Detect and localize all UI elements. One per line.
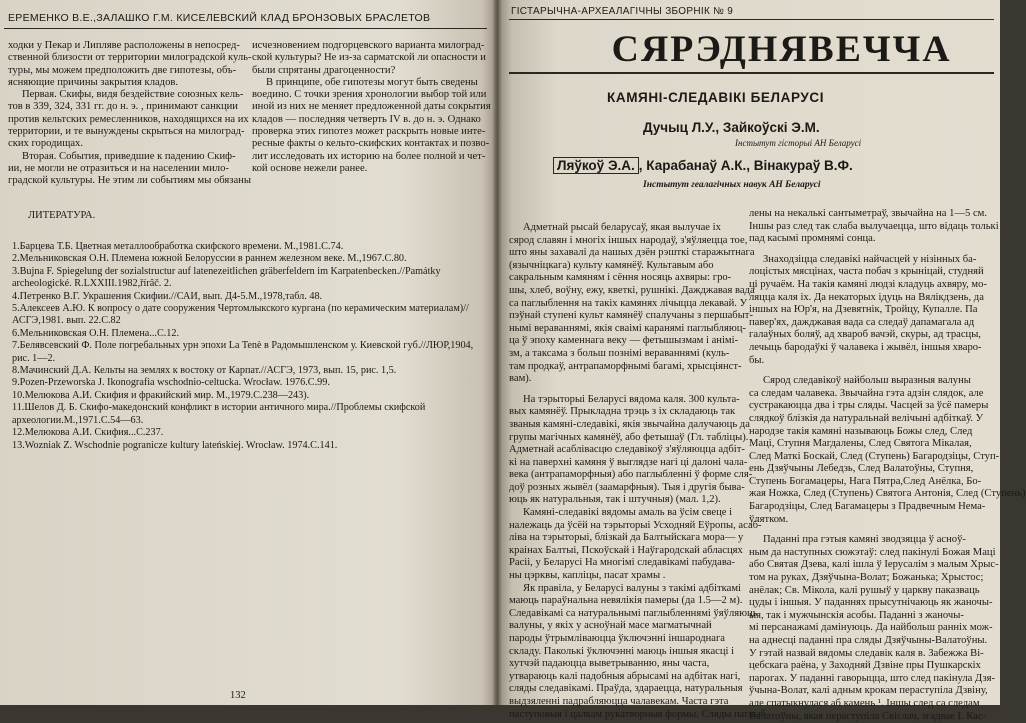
text-line: пароды ўтрымліваюцца ўключэнні іншароднага — [509, 633, 726, 644]
text-line: тов в 339, 324, 331 гг. до н. э. , принимают санкции — [8, 101, 238, 113]
text-line: воедино. С точки зрения хронологии выбор той или — [252, 89, 487, 101]
text-line: што яны захавалі да нашых дзён рэшткі старажытнага — [509, 247, 755, 259]
text-line: В принципе, обе гипотезы могут быть сведены — [266, 76, 478, 88]
text-line: са паглыблення на такіх камянях лічыцца лекавай. У — [509, 297, 748, 309]
text-line: зм, а таксама з больш познімі вераваннямі (куль- — [509, 347, 730, 359]
text-line: лечыць бародаўкі ў чалавека і жывёл, іншыя хваро- — [749, 341, 982, 353]
text-line: пэўнай ступені культ камянёў спалучаны з першабыт- — [509, 310, 753, 322]
running-head-right: ГІСТАРЫЧНА-АРХЕАЛАГІЧНЫ ЗБОРНІК № 9 — [511, 6, 734, 17]
reference-item: 1.Барцева Т.Б. Цветная металлообработка скифского времени. М.,1981.С.74. — [12, 241, 344, 252]
text-line: галаўных боляў, ад хвароб вачэй, скуры, ад трасцы, — [749, 329, 981, 341]
text-line: иной из них не меняет предложенной даты сокрытия — [252, 101, 491, 113]
reference-item: 13.Wozniak Z. Wschodnie pogranicze kultury lateńskiej. Wrocław. 1974.С.141. — [12, 439, 338, 451]
text-line: мі персанажамі дамінуюць. Да найбольш ранніх мож- — [749, 622, 993, 634]
text-line: ца ў эпоху каменнага веку — фетышызмам і анімі- — [509, 335, 739, 347]
text-line: ских городищах. — [8, 138, 83, 150]
book-spine-shadow — [492, 0, 502, 705]
text-line: сляды следавікамі. Праўда, здараецца, натуральныя — [509, 683, 743, 695]
reference-item: 6.Мельниковская О.Н. Племена...С.12. — [12, 327, 180, 339]
running-head-left: ЕРЕМЕНКО В.Е.,ЗАЛАШКО Г.М. КИСЕЛЕВСКИЙ КЛАД БРОНЗОВЫХ БРАСЛЕТОВ — [8, 12, 431, 24]
text-line: сустракаюцца два і тры сляды. Часцей за ўсё памеры — [749, 400, 989, 412]
text-line: Маці, Ступня Магдалены, След Святога Мікалая, — [749, 438, 972, 450]
reference-item: 4.Петренко В.Г. Украшения Скифии.//САИ, вып. Д4-5.М.,1978,табл. 48. — [12, 290, 323, 302]
reference-item: археологии.М.,1971.С.54—63. — [12, 414, 144, 426]
text-line: ресные факты о кельто-скифских контактах и позво- — [252, 138, 490, 150]
text-line: са следам чалавека. Звычайна гэта адзін слядок, але — [749, 387, 984, 399]
right-page — [497, 0, 1026, 722]
reference-item: 2.Мельниковская О.Н. Племена южной Белоруссии в раннем железном веке. М.,1967.С.80. — [12, 253, 407, 265]
left-column-2 — [252, 40, 491, 175]
text-line: парогах. У паданні гаворыцца, што след пакінула Дзя- — [749, 672, 996, 684]
text-line: складу. Паколькі ўключэнні маюць іншыя якасці і — [509, 645, 735, 657]
reference-item: 5.Алексеев А.Ю. К вопросу о дате сооружения Чертомлыкского кургана (по керамическим материалам)// — [12, 303, 469, 315]
text-line: шы, хлеб, воўну, ежу, кветкі, рушнікі. Дажджавая вада — [509, 284, 755, 296]
text-line: Іншы раз след так слаба вылучаецца, што відаць толькі — [749, 220, 999, 232]
text-line: Первая. Скифы, видя бездействие союзных кель- — [22, 89, 244, 101]
text-line: Паданні пра гэтыя камяні зводзяцца ў асноў- — [763, 534, 966, 546]
text-line: ии, не могли не отразиться и на населении мило- — [8, 162, 229, 174]
text-line: народзе такія камяні называюць Божы след, След — [749, 425, 973, 437]
text-line: бы. — [749, 354, 765, 366]
text-line: Адметнай рысай беларусаў, якая вылучае іх — [523, 222, 721, 233]
reference-item: 9.Pozen-Przeworska J. Ikonografia wschodnio-celtucka. Wrocław. 1976.С.99. — [12, 377, 330, 389]
text-line: лены на некалькі сантыметраў, звычайна на 1—5 см. — [749, 208, 988, 219]
text-line: маюць параўнальна невялікія памеры (да 1.5—2 м). — [509, 595, 743, 607]
text-line: ляцца каля іх. Да некаторых ідуць на Вялікдзень, да — [749, 291, 984, 303]
text-line: (язычніцкага) культу камянёў. Культавым або — [509, 259, 714, 271]
text-line: валуны, у якіх у асноўнай масе магматычнай — [509, 620, 712, 632]
reference-item: 8.Мачинский Д.А. Кельты на землях к востоку от Карпат.//АСГЭ, 1973, вып. 15, рис. 1,5. — [12, 365, 397, 377]
reference-item: рис. 1—2. — [12, 352, 56, 364]
text-line: были спрятаны драгоценности? — [252, 64, 396, 76]
text-line: След Маткі Боскай, След (Ступень) Багародзіцы, Ступ- — [749, 450, 1000, 462]
text-line: территории, и те вынуждены скрыться на милоград- — [8, 126, 245, 138]
right-column-2 — [749, 208, 1026, 723]
text-line: жая Ножка, След (Ступень) Святога Антонія, След (Ступень) — [749, 488, 1026, 500]
text-line: У гэтай назвай вядомы следавік каля в. Забежжа Ві- — [749, 647, 984, 659]
reference-item: АСГЭ,1981. вып. 22.С.82 — [12, 315, 121, 327]
text-line: кі на паверхні камяня ў выглядзе нагі ці далоні чала- — [509, 456, 748, 468]
text-line: кой основе нежели ранее. — [252, 162, 368, 174]
text-line: Камяні-следавікі вядомы амаль ва ўсім свеце і — [523, 507, 733, 519]
authors-line-1: Дучыц Л.У., Зайкоўскі Э.М. — [643, 120, 820, 135]
text-line: ці ручаём. На такія камяні людзі кладуць ахвяру, мо- — [749, 278, 987, 290]
text-line: ўлятком. — [749, 513, 789, 525]
text-line: вам). — [509, 373, 532, 385]
text-line: Следавікамі са натуральнымі паглыбленнямі ўяўляюць — [509, 607, 758, 619]
text-line: Адметнай асаблівасцю следавікоў з'яўляюцца адбіт- — [509, 444, 745, 456]
text-line: вых камянёў. Прыкладна трэць з іх складаюць так — [509, 406, 736, 418]
text-line: ыя, так і мужчынскія асобы. Паданні з жаночы- — [749, 609, 964, 621]
text-line: лоцістых мясцінах, часта побач з крыніцай, студняй — [749, 266, 984, 278]
text-line: сакральным камяням і сёння носяць ахвяры: гро- — [509, 272, 732, 284]
text-line: том на руках, Дзяўчына-Волат; Божанька; Хрыстос; — [749, 572, 984, 584]
text-line: нымі вераваннямі, якія сваімі каранямі паглыбляюц- — [509, 322, 746, 334]
text-line: ўчына-Волат, калі адным крокам пераступіла Дзвіну, — [749, 685, 988, 697]
text-line: проверка этих гипотез может раскрыть новые инте- — [252, 126, 486, 138]
text-line: хутчэй падаюцца выветрыванню, яны часта, — [509, 658, 710, 670]
text-line: исчезновением подгорцевского варианта милоград- — [252, 40, 485, 51]
text-line: ліва на тэрыторыі, блізкай да Балтыйскага мора— у — [509, 532, 744, 544]
text-line: але спатыкнулася аб камень ¹. Іншы след са следам — [749, 697, 980, 709]
left-column-1 — [8, 40, 252, 188]
text-line: ской культуры? Не из-за сарматской ли опасности и — [252, 52, 486, 64]
header-rule-left — [4, 28, 487, 29]
institute-line-1: Інстытут гісторыі АН Беларусі — [735, 138, 862, 148]
reference-item: archeologické. R.LXXIII.1982,řírâč. 2. — [12, 278, 172, 290]
text-line: ень Дзяўчыны Лебедзь, След Валатоўны, Ступня, — [749, 463, 974, 475]
text-line: градской культуры. Не этим ли событиям мы обязаны — [8, 175, 251, 187]
reference-item: 3.Bujna F. Spiegelung der sozialstructur auf latenezeitlichen gräberfeldern im Karpatenbecken.//Památky — [12, 265, 441, 277]
left-page — [0, 0, 497, 705]
authors-line-2 — [553, 158, 853, 173]
text-line: утвараюць калі падобныя абрысамі на адбітак нагі, — [509, 670, 741, 682]
text-line: на аднесці паданні пра сляды Дзяўчыны-Валатоўны. — [749, 635, 988, 646]
text-line: Знаходзіцца следавікі найчасцей у нізінных ба- — [763, 253, 977, 265]
text-line: доў розных жывёл (заамарфныя). Тыя і другія быва- — [509, 481, 745, 493]
header-rule-right — [509, 19, 994, 20]
text-line: Ступень Богамацеры, Нага Пятра,След Анёлка, Бо- — [749, 475, 982, 487]
institute-line-2: Інстытут геалагічных навук АН Беларусі — [643, 180, 821, 190]
authors-line-2-rest: , Карабанаў А.К., Вінакураў В.Ф. — [638, 158, 853, 173]
text-line: сярод славян і многіх іншых народаў, з'яўляецца тое, — [509, 234, 748, 246]
text-line: паступовыя і цалкам рукатворныя формы. Сляды паглыб- — [509, 708, 770, 720]
boxed-author: Ляўкоў Э.А. — [553, 157, 639, 174]
reference-item: 11.Шелов Д. Б. Скифо-македонский конфликт в истории античного мира.//Проблемы скифской — [12, 402, 426, 414]
reference-item: 10.Мелюкова А.И. Скифия и фракийский мир. М.,1979.С.238—243). — [12, 389, 310, 401]
text-line: Вторая. События, приведшие к падению Скиф- — [22, 150, 236, 162]
text-line: званыя камяні-следавікі, якія звычайна далучаюць да — [509, 418, 750, 430]
text-line: Багародзіцы, След Багамацеры з Прадвечным Нема- — [749, 501, 986, 513]
text-line: Як правіла, у Беларусі валуны з такімі адбіткамі — [523, 582, 741, 594]
text-line: ственной близости от территории милоградской куль- — [8, 52, 252, 64]
page-number-left: 132 — [230, 690, 246, 701]
text-line: ясняющие причины закрытия кладов. — [8, 76, 179, 88]
text-line: ным да наступных сюжэтаў: след пакінулі Божая Маці — [749, 546, 996, 558]
section-title: СЯРЭДНЯВЕЧЧА — [611, 29, 952, 70]
text-line: анёлак; Св. Мікола, калі рушыў у царкву паказваць — [749, 584, 980, 596]
section-title-rule — [509, 72, 994, 74]
article-title: КАМЯНІ-СЛЕДАВІКІ БЕЛАРУСІ — [607, 90, 825, 105]
text-line: Валатоўны, якая пераступіла Свіслач, згадвае І. Кас- — [749, 710, 987, 722]
text-line: павер'ях, дажджавая вада са следаў дапамагала ад — [749, 316, 975, 328]
text-line: ны цэрквы, капліцы, пасат храмы . — [509, 570, 666, 582]
reference-list — [12, 241, 482, 452]
text-line: цебскага раёна, у Заходняй Дзвіне пры Пушкарскіх — [749, 660, 981, 672]
text-line: цуды і іншыя. У паданнях прысутнічаюць як жаночы- — [749, 597, 993, 609]
text-line: слядкоў блізкія да натуральнай велічыні адбіткаў. У — [749, 412, 984, 424]
text-line: краінах Балтыі, Пскоўскай і Наўгародскай абласцях — [509, 544, 743, 556]
text-line: належаць да ўсёй на тэрыторыі Усходняй Еўропы, асаб- — [509, 519, 762, 531]
text-line: туры, мы можем предположить две гипотезы, объ- — [8, 64, 237, 76]
text-line: против кельтских ремесленников, находящихся на их — [8, 113, 249, 125]
text-line: там продкаў, антрапаморфнымі багамі, хрысціянст- — [509, 360, 742, 372]
text-line: пад касымі промнямі сонца. — [749, 233, 876, 245]
literature-heading: ЛИТЕРАТУРА. — [28, 210, 96, 221]
reference-item: 12.Мелюкова А.И. Скифия...С.237. — [12, 427, 164, 439]
text-line: ходки у Пекар и Липляве расположены в непосред- — [8, 40, 240, 51]
text-line: або Святая Дзева, калі ішла ў Іерусалім з малым Хрыс- — [749, 559, 999, 571]
text-line: Расіі, у Беларусі На многімі следавікамі пабудава- — [509, 557, 735, 569]
text-line: іншых на Юр'я, на Дзевятнік, Тройцу, Купалле. Па — [749, 304, 978, 316]
text-line: групы магічных камянёў, або фетышаў (Гл. табліцы). — [509, 431, 749, 443]
text-line: века (антрапаморфныя) або паглыбленні ў форме сля- — [509, 469, 753, 481]
text-line: лит исследовать их историю на более полной и чет- — [252, 150, 486, 162]
text-line: Сярод следавікоў найбольш выразныя валуны — [763, 375, 971, 387]
text-line: юць як натуральныя, так і штучныя) (мал. 1,2). — [509, 494, 721, 506]
text-line: На тэрыторыі Беларусі вядома каля. 300 культа- — [523, 393, 740, 405]
text-line: кладов — последняя четверть IV в. до н. э. Однако — [252, 113, 481, 125]
text-line: выдзяленні падрабляюцца чалавекам. Часта гэта — [509, 695, 729, 707]
reference-item: 7.Белявсевский Ф. Поле погребальных урн эпохи La Tenè в Радомышленском у. Киевской губ.//ЛЮР,1904, — [12, 340, 474, 352]
